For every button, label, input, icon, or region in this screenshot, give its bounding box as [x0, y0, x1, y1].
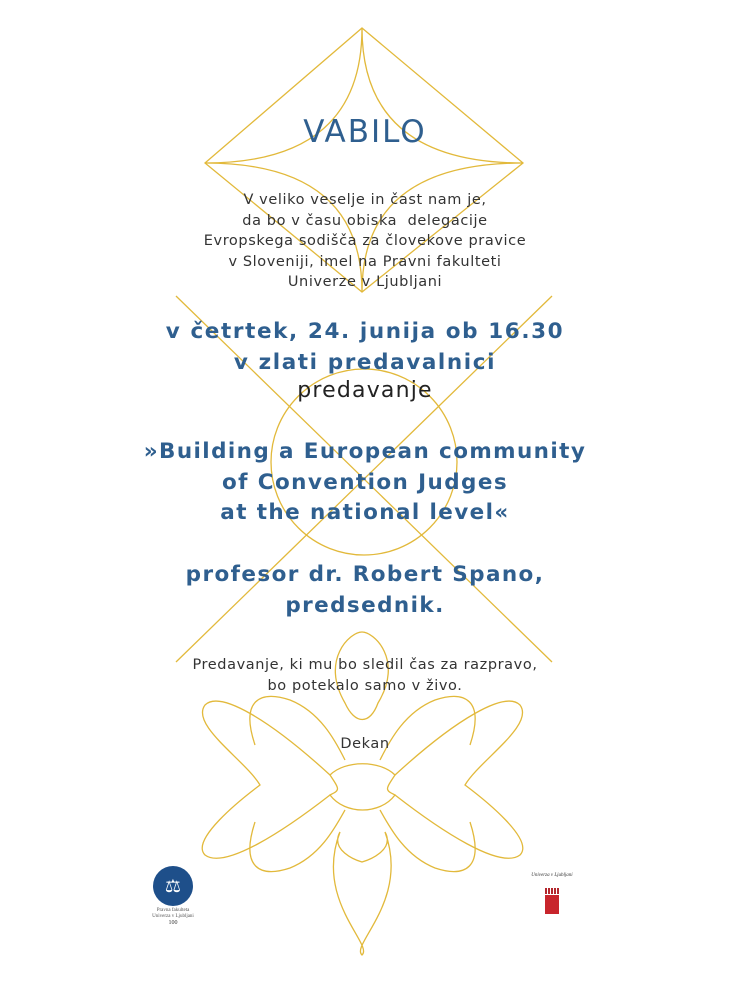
signature: Dekan: [340, 736, 390, 752]
university-mark-icon: [545, 888, 559, 914]
event-date-place: v četrtek, 24. junija ob 16.30 v zlati predavalnici: [165, 319, 565, 375]
ornament-petal-left: [202, 701, 330, 858]
page-title: VABILO: [303, 114, 427, 150]
faculty-logo-year: 100: [168, 920, 178, 926]
university-logo-text: Univerza v Ljubljani: [531, 873, 573, 878]
university-logo: [526, 873, 578, 914]
ornament-petal-right: [395, 701, 523, 858]
intro-text: V veliko veselje in čast nam je, da bo v času obiska delegacije Evropskega sodišča za človekove pravice v Sloveniji, imel na Pravni fakulteti Univerze v Ljubljani: [203, 192, 527, 290]
scales-icon: ⚖: [153, 866, 193, 906]
faculty-logo: [149, 866, 197, 926]
ornament-petal-inner: [330, 764, 395, 810]
speaker-name: profesor dr. Robert Spano, predsednik.: [185, 562, 545, 618]
event-type: predavanje: [297, 378, 433, 403]
ornament-petal-outline: [250, 696, 475, 871]
lecture-note: Predavanje, ki mu bo sledil čas za razpravo, bo potekalo samo v živo.: [192, 657, 538, 694]
faculty-logo-text: Pravna fakulteta Univerza v Ljubljani: [152, 908, 194, 919]
ornament-petal-bottom: [333, 832, 391, 955]
lecture-title: »Building a European community of Convention Judges at the national level«: [143, 439, 587, 525]
